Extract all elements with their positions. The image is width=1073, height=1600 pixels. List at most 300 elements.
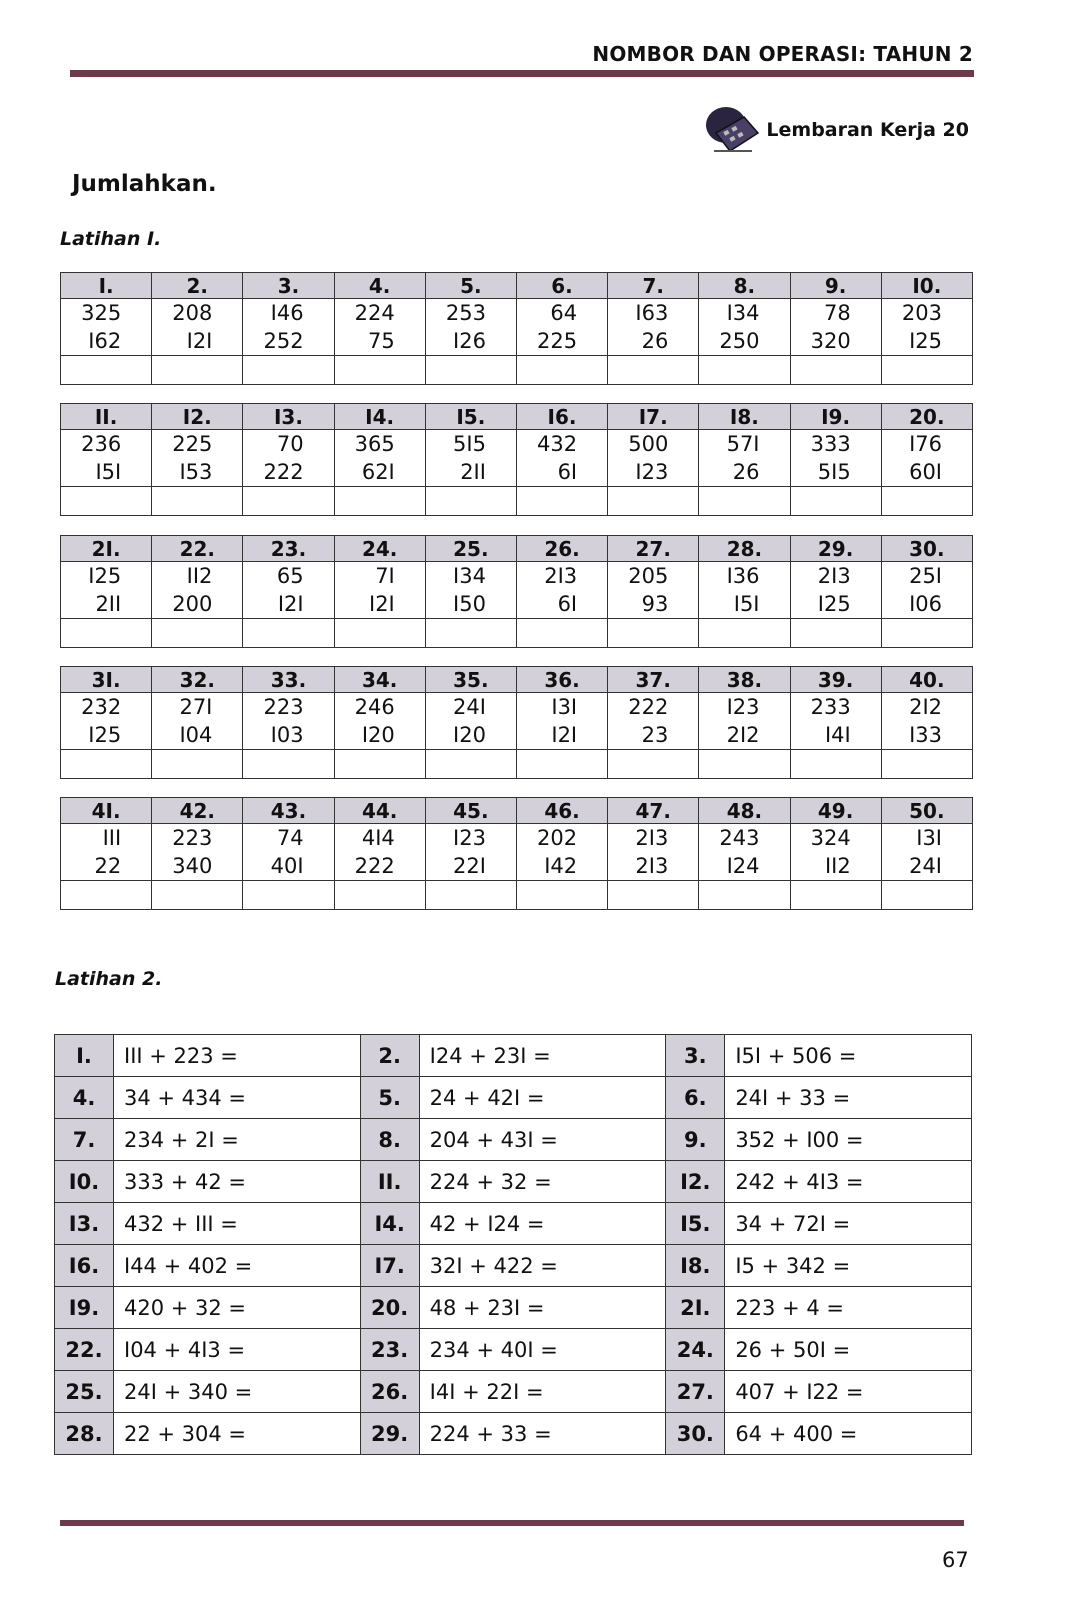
answer-cell[interactable] [243, 750, 334, 779]
answer-cell[interactable] [790, 881, 881, 910]
question-number: I8. [666, 1245, 725, 1287]
addition-expression[interactable]: 333 + 42 = [114, 1161, 361, 1203]
addends-cell [61, 430, 152, 487]
table-row [55, 1329, 972, 1371]
table-row [55, 1035, 972, 1077]
top-addend: I23 [726, 695, 760, 719]
question-number: 7. [55, 1119, 114, 1161]
addends-cell [334, 693, 425, 750]
answer-cell[interactable] [152, 881, 243, 910]
addition-expression[interactable]: 24I + 340 = [114, 1371, 361, 1413]
question-number: 22. [55, 1329, 114, 1371]
addition-expression[interactable]: 34 + 72I = [725, 1203, 972, 1245]
addition-expression[interactable]: 420 + 32 = [114, 1287, 361, 1329]
question-number: II. [61, 404, 152, 430]
addends-cell [243, 430, 334, 487]
top-addend: 5I5 [453, 432, 486, 456]
question-number: I4. [360, 1203, 419, 1245]
addends-cell [425, 562, 516, 619]
top-addend: 2I2 [909, 695, 942, 719]
addends-cell [699, 430, 790, 487]
question-number: 39. [790, 667, 881, 693]
question-number: I5. [666, 1203, 725, 1245]
top-addend: 325 [81, 301, 122, 325]
addends-cell [516, 693, 607, 750]
addition-expression[interactable]: 242 + 4I3 = [725, 1161, 972, 1203]
addition-expression[interactable]: 32I + 422 = [419, 1245, 666, 1287]
question-number: I3. [243, 404, 334, 430]
answer-cell[interactable] [152, 356, 243, 385]
answer-cell[interactable] [61, 619, 152, 648]
answer-cell[interactable] [699, 619, 790, 648]
answer-cell[interactable] [516, 881, 607, 910]
answer-cell[interactable] [516, 619, 607, 648]
addends-cell [425, 693, 516, 750]
addends-cell [790, 430, 881, 487]
bottom-addend: 24I [909, 854, 942, 878]
addition-expression[interactable]: 407 + I22 = [725, 1371, 972, 1413]
addition-expression[interactable]: I5 + 342 = [725, 1245, 972, 1287]
table-row [55, 1077, 972, 1119]
bottom-addend: 75 [368, 329, 395, 353]
bottom-addend: 40I [270, 854, 304, 878]
bottom-addend: 62I [361, 460, 395, 484]
question-number: 24. [334, 536, 425, 562]
bottom-addend: 2II [460, 460, 486, 484]
answer-cell[interactable] [790, 619, 881, 648]
question-number: 20. [881, 404, 972, 430]
addends-cell [61, 693, 152, 750]
bottom-addend: I42 [544, 854, 578, 878]
question-number: 24. [666, 1329, 725, 1371]
top-addend: 208 [172, 301, 213, 325]
top-addend: 2I3 [817, 564, 851, 588]
question-number: 28. [699, 536, 790, 562]
top-addend: 223 [172, 826, 213, 850]
bottom-addend: 2II [95, 592, 122, 616]
addends-cell [334, 430, 425, 487]
answer-cell[interactable] [608, 881, 699, 910]
answer-cell[interactable] [699, 487, 790, 516]
top-addend: I3I [916, 826, 942, 850]
top-addend: 333 [810, 432, 851, 456]
question-number: 33. [243, 667, 334, 693]
top-addend: 365 [354, 432, 395, 456]
addends-cell [790, 824, 881, 881]
addends-cell [608, 824, 699, 881]
top-addend: 64 [550, 301, 578, 325]
addends-cell [881, 562, 972, 619]
answer-cell[interactable] [334, 881, 425, 910]
question-number: 5. [360, 1077, 419, 1119]
question-number: I. [55, 1035, 114, 1077]
bottom-addend: I25 [909, 329, 942, 353]
table-row [55, 1119, 972, 1161]
question-number: 8. [360, 1119, 419, 1161]
answer-cell[interactable] [425, 750, 516, 779]
top-addend: 24I [453, 695, 486, 719]
question-number: I5. [425, 404, 516, 430]
addition-expression[interactable]: 64 + 400 = [725, 1413, 972, 1455]
addition-expression[interactable]: 42 + I24 = [419, 1203, 666, 1245]
top-addend: III [102, 826, 122, 850]
question-number: 3. [243, 273, 334, 299]
top-addend: 500 [628, 432, 669, 456]
question-number: 37. [608, 667, 699, 693]
addition-expression[interactable]: I24 + 23I = [419, 1035, 666, 1077]
addends-cell [608, 299, 699, 356]
addition-expression[interactable]: I04 + 4I3 = [114, 1329, 361, 1371]
top-addend: II2 [186, 564, 213, 588]
latihan-2-heading: Latihan 2. [55, 968, 163, 990]
answer-cell[interactable] [608, 750, 699, 779]
answer-cell[interactable] [790, 750, 881, 779]
top-addend: 4I4 [361, 826, 395, 850]
bottom-addend: I04 [179, 723, 213, 747]
addition-expression[interactable]: 224 + 32 = [419, 1161, 666, 1203]
addition-expression[interactable]: 352 + I00 = [725, 1119, 972, 1161]
top-addend: 2I3 [635, 826, 669, 850]
top-addend: 236 [81, 432, 122, 456]
addends-cell [334, 824, 425, 881]
addends-cell [152, 430, 243, 487]
bottom-addend: I33 [909, 723, 942, 747]
question-number: I9. [790, 404, 881, 430]
table-row [55, 1287, 972, 1329]
question-number: 9. [790, 273, 881, 299]
bottom-addend: I5I [733, 592, 760, 616]
addition-expression[interactable]: 204 + 43I = [419, 1119, 666, 1161]
answer-cell[interactable] [243, 881, 334, 910]
top-addend: 25I [909, 564, 942, 588]
question-number: 2. [360, 1035, 419, 1077]
bottom-addend: I4I [824, 723, 851, 747]
answer-cell[interactable] [243, 619, 334, 648]
answer-cell[interactable] [881, 356, 972, 385]
answer-cell[interactable] [608, 356, 699, 385]
top-addend: 222 [628, 695, 669, 719]
addends-cell [243, 824, 334, 881]
answer-cell[interactable] [790, 487, 881, 516]
bottom-addend: I62 [88, 329, 122, 353]
instruction-heading: Jumlahkan. [72, 171, 217, 197]
question-number: 4. [334, 273, 425, 299]
answer-cell[interactable] [334, 356, 425, 385]
addends-cell [243, 562, 334, 619]
answer-cell[interactable] [516, 487, 607, 516]
addition-block [60, 272, 973, 385]
question-number: 23. [360, 1329, 419, 1371]
addition-expression[interactable]: 24I + 33 = [725, 1077, 972, 1119]
question-number: 50. [881, 798, 972, 824]
question-number: 35. [425, 667, 516, 693]
top-addend: I3I [551, 695, 578, 719]
addition-expression[interactable]: 24 + 42I = [419, 1077, 666, 1119]
question-number: 3I. [61, 667, 152, 693]
top-addend: 324 [810, 826, 851, 850]
bottom-addend: I20 [453, 723, 486, 747]
addition-expression[interactable]: 26 + 50I = [725, 1329, 972, 1371]
top-addend: 202 [537, 826, 578, 850]
bottom-addend: 93 [641, 592, 669, 616]
question-number: 30. [881, 536, 972, 562]
answer-cell[interactable] [152, 487, 243, 516]
calculator-icon [704, 95, 760, 157]
addends-cell [699, 562, 790, 619]
question-number: I9. [55, 1287, 114, 1329]
answer-cell[interactable] [334, 487, 425, 516]
top-addend: 232 [81, 695, 122, 719]
answer-cell[interactable] [152, 750, 243, 779]
question-number: 44. [334, 798, 425, 824]
answer-cell[interactable] [608, 487, 699, 516]
bottom-addend: 225 [537, 329, 578, 353]
addends-cell [334, 562, 425, 619]
top-addend: 7I [375, 564, 395, 588]
addends-cell [516, 430, 607, 487]
answer-cell[interactable] [881, 619, 972, 648]
addends-cell [608, 693, 699, 750]
answer-cell[interactable] [425, 356, 516, 385]
question-number: 2I. [61, 536, 152, 562]
addition-expression[interactable]: I44 + 402 = [114, 1245, 361, 1287]
addends-cell [881, 430, 972, 487]
addends-cell [881, 693, 972, 750]
top-addend: 2I3 [544, 564, 578, 588]
bottom-addend: 6I [557, 592, 578, 616]
question-number: 3. [666, 1035, 725, 1077]
question-number: 42. [152, 798, 243, 824]
bottom-addend: I24 [726, 854, 760, 878]
page-number: 67 [942, 1548, 969, 1572]
question-number: 38. [699, 667, 790, 693]
question-number: I. [61, 273, 152, 299]
addition-expression[interactable]: 432 + III = [114, 1203, 361, 1245]
answer-cell[interactable] [152, 619, 243, 648]
question-number: 6. [666, 1077, 725, 1119]
answer-cell[interactable] [61, 356, 152, 385]
top-addend: I36 [726, 564, 760, 588]
table-row [55, 1161, 972, 1203]
question-number: 26. [516, 536, 607, 562]
bottom-addend: 320 [810, 329, 851, 353]
question-number: 34. [334, 667, 425, 693]
question-number: I0. [55, 1161, 114, 1203]
answer-cell[interactable] [425, 619, 516, 648]
addends-cell [790, 299, 881, 356]
answer-cell[interactable] [699, 881, 790, 910]
latihan-2-table [54, 1034, 972, 1455]
addends-cell [516, 299, 607, 356]
bottom-addend: I06 [909, 592, 942, 616]
bottom-addend: 26 [732, 460, 760, 484]
top-addend: 203 [901, 301, 942, 325]
bottom-addend: 250 [719, 329, 760, 353]
addition-expression[interactable]: III + 223 = [114, 1035, 361, 1077]
question-number: 47. [608, 798, 699, 824]
answer-cell[interactable] [516, 356, 607, 385]
question-number: 28. [55, 1413, 114, 1455]
addends-cell [152, 693, 243, 750]
top-addend: 78 [823, 301, 851, 325]
answer-cell[interactable] [61, 487, 152, 516]
addends-cell [152, 824, 243, 881]
question-number: 48. [699, 798, 790, 824]
question-number: 27. [666, 1371, 725, 1413]
question-number: 6. [516, 273, 607, 299]
top-addend: 57I [726, 432, 760, 456]
answer-cell[interactable] [881, 750, 972, 779]
addends-cell [243, 299, 334, 356]
addition-expression[interactable]: 223 + 4 = [725, 1287, 972, 1329]
question-number: 22. [152, 536, 243, 562]
addition-block [60, 666, 973, 779]
addition-block [60, 535, 973, 648]
answer-cell[interactable] [699, 750, 790, 779]
top-addend: I23 [453, 826, 486, 850]
question-number: 29. [790, 536, 881, 562]
top-addend: 205 [628, 564, 669, 588]
top-addend: 225 [172, 432, 213, 456]
question-number: 32. [152, 667, 243, 693]
question-number: I2. [666, 1161, 725, 1203]
addends-cell [881, 824, 972, 881]
bottom-addend: I26 [453, 329, 486, 353]
book-section-title: NOMBOR DAN OPERASI: TAHUN 2 [592, 42, 973, 66]
question-number: I6. [55, 1245, 114, 1287]
bottom-addend: 2I3 [635, 854, 669, 878]
bottom-addend: I2I [369, 592, 395, 616]
addition-expression[interactable]: I5I + 506 = [725, 1035, 972, 1077]
question-number: 29. [360, 1413, 419, 1455]
question-number: I6. [516, 404, 607, 430]
question-number: 2. [152, 273, 243, 299]
top-addend: 65 [276, 564, 304, 588]
addition-expression[interactable]: 234 + 40I = [419, 1329, 666, 1371]
answer-cell[interactable] [243, 356, 334, 385]
question-number: 45. [425, 798, 516, 824]
question-number: 9. [666, 1119, 725, 1161]
bottom-addend: 26 [641, 329, 669, 353]
top-addend: 233 [810, 695, 851, 719]
addends-cell [61, 299, 152, 356]
addends-cell [699, 299, 790, 356]
answer-cell[interactable] [334, 619, 425, 648]
addition-expression[interactable]: I4I + 22I = [419, 1371, 666, 1413]
question-number: 30. [666, 1413, 725, 1455]
bottom-addend: I25 [817, 592, 851, 616]
addends-cell [61, 562, 152, 619]
question-number: 49. [790, 798, 881, 824]
question-number: 7. [608, 273, 699, 299]
question-number: 36. [516, 667, 607, 693]
question-number: 40. [881, 667, 972, 693]
bottom-addend: 222 [354, 854, 395, 878]
addends-cell [334, 299, 425, 356]
question-number: 23. [243, 536, 334, 562]
bottom-addend: 5I5 [817, 460, 851, 484]
worksheet-label: Lembaran Kerja 20 [766, 119, 969, 141]
top-addend: 223 [263, 695, 304, 719]
top-addend: I34 [726, 301, 760, 325]
question-number: 25. [425, 536, 516, 562]
addends-cell [516, 824, 607, 881]
bottom-addend: 252 [263, 329, 304, 353]
bottom-addend: 200 [172, 592, 213, 616]
top-addend: 432 [537, 432, 578, 456]
question-number: I3. [55, 1203, 114, 1245]
bottom-addend: I53 [179, 460, 213, 484]
bottom-addend: II2 [824, 854, 851, 878]
answer-cell[interactable] [608, 619, 699, 648]
top-addend: 70 [276, 432, 304, 456]
bottom-addend: I50 [453, 592, 486, 616]
question-number: 26. [360, 1371, 419, 1413]
top-addend: I63 [635, 301, 669, 325]
question-number: I2. [152, 404, 243, 430]
addends-cell [425, 430, 516, 487]
question-number: 25. [55, 1371, 114, 1413]
addends-cell [790, 562, 881, 619]
bottom-addend: I2I [186, 329, 213, 353]
top-addend: 243 [719, 826, 760, 850]
addends-cell [516, 562, 607, 619]
bottom-addend: 340 [172, 854, 213, 878]
addition-expression[interactable]: 224 + 33 = [419, 1413, 666, 1455]
bottom-addend: I20 [361, 723, 395, 747]
addends-cell [152, 299, 243, 356]
answer-cell[interactable] [516, 750, 607, 779]
answer-cell[interactable] [881, 487, 972, 516]
answer-cell[interactable] [790, 356, 881, 385]
answer-cell[interactable] [425, 487, 516, 516]
question-number: 4. [55, 1077, 114, 1119]
addends-cell [61, 824, 152, 881]
answer-cell[interactable] [881, 881, 972, 910]
header-rule [70, 70, 974, 77]
question-number: I7. [360, 1245, 419, 1287]
addition-expression[interactable]: 48 + 23I = [419, 1287, 666, 1329]
footer-rule [60, 1520, 964, 1526]
addition-block [60, 797, 973, 910]
answer-cell[interactable] [61, 750, 152, 779]
table-row [55, 1371, 972, 1413]
question-number: 4I. [61, 798, 152, 824]
addition-expression[interactable]: 34 + 434 = [114, 1077, 361, 1119]
addition-expression[interactable]: 234 + 2I = [114, 1119, 361, 1161]
addition-expression[interactable]: 22 + 304 = [114, 1413, 361, 1455]
bottom-addend: 60I [909, 460, 942, 484]
answer-cell[interactable] [243, 487, 334, 516]
addition-block [60, 403, 973, 516]
answer-cell[interactable] [425, 881, 516, 910]
question-number: I7. [608, 404, 699, 430]
top-addend: I25 [88, 564, 122, 588]
addends-cell [425, 299, 516, 356]
top-addend: 253 [445, 301, 486, 325]
addends-cell [425, 824, 516, 881]
answer-cell[interactable] [334, 750, 425, 779]
bottom-addend: I5I [95, 460, 122, 484]
question-number: 5. [425, 273, 516, 299]
answer-cell[interactable] [61, 881, 152, 910]
addends-cell [243, 693, 334, 750]
question-number: 2I. [666, 1287, 725, 1329]
answer-cell[interactable] [699, 356, 790, 385]
bottom-addend: 6I [557, 460, 578, 484]
bottom-addend: I2I [277, 592, 304, 616]
bottom-addend: I23 [635, 460, 669, 484]
